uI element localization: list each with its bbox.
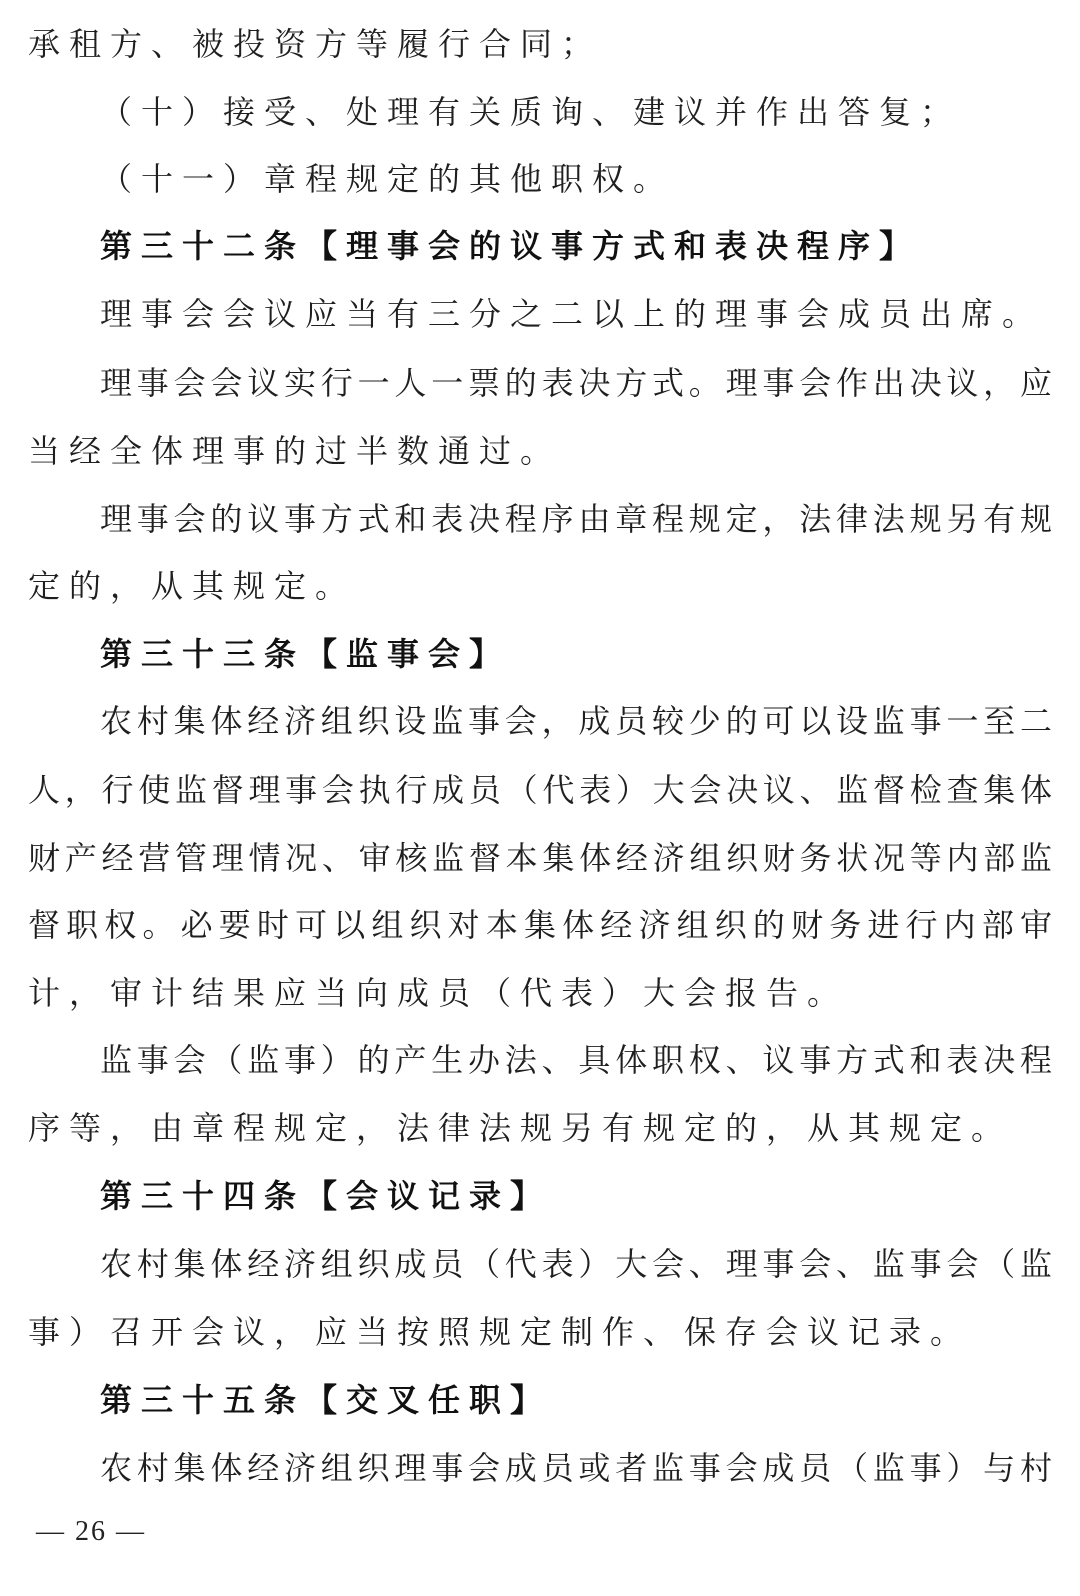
text-line: 人，行使监督理事会执行成员（代表）大会决议、监督检查集体	[28, 771, 1052, 809]
article-heading: 第三十五条【交叉任职】	[100, 1381, 552, 1419]
article-heading: 第三十二条【理事会的议事方式和表决程序】	[100, 227, 921, 265]
text-line: 承租方、被投资方等履行合同；	[28, 25, 603, 63]
text-line: 理事会的议事方式和表决程序由章程规定，法律法规另有规	[100, 500, 1052, 538]
text-line: 农村集体经济组织成员（代表）大会、理事会、监事会（监	[100, 1245, 1052, 1283]
page-number: — 26 —	[36, 1516, 146, 1547]
article-heading: 第三十四条【会议记录】	[100, 1177, 552, 1215]
text-line: 理事会会议实行一人一票的表决方式。理事会作出决议，应	[100, 364, 1052, 402]
text-line: 农村集体经济组织理事会成员或者监事会成员（监事）与村	[100, 1449, 1052, 1487]
text-line: 督职权。必要时可以组织对本集体经济组织的财务进行内部审	[28, 906, 1052, 944]
text-line: 序等，由章程规定，法律法规另有规定的，从其规定。	[28, 1109, 1013, 1147]
text-line: 财产经营管理情况、审核监督本集体经济组织财务状况等内部监	[28, 839, 1052, 877]
text-line: 定的，从其规定。	[28, 567, 357, 605]
text-line: 计，审计结果应当向成员（代表）大会报告。	[28, 974, 849, 1012]
text-line: （十）接受、处理有关质询、建议并作出答复；	[100, 93, 962, 131]
article-heading: 第三十三条【监事会】	[100, 635, 511, 673]
text-line: 农村集体经济组织设监事会，成员较少的可以设监事一至二	[100, 702, 1052, 740]
text-line: 理事会会议应当有三分之二以上的理事会成员出席。	[100, 295, 1044, 333]
text-line: 事）召开会议，应当按照规定制作、保存会议记录。	[28, 1313, 972, 1351]
text-line: 当经全体理事的过半数通过。	[28, 432, 562, 470]
text-line: （十一）章程规定的其他职权。	[100, 160, 675, 198]
text-line: 监事会（监事）的产生办法、具体职权、议事方式和表决程	[100, 1041, 1052, 1079]
